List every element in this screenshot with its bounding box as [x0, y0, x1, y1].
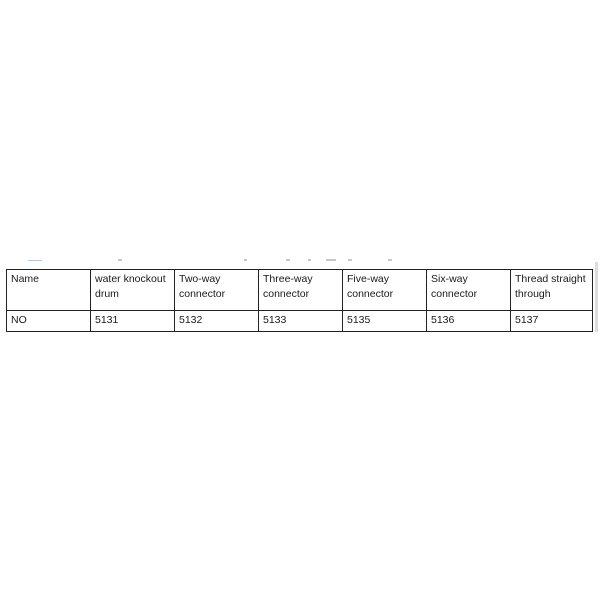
header-cell: Name — [7, 270, 91, 311]
table-cell: 5137 — [511, 311, 593, 332]
header-cell: Five-way connector — [343, 270, 427, 311]
table-row — [7, 311, 593, 332]
header-cell: Thread straight through — [511, 270, 593, 311]
cut-off-text-fragment — [326, 259, 336, 261]
cut-off-text-fragment — [308, 259, 311, 261]
header-cell: water knockout drum — [91, 270, 175, 311]
header-cell: Three-way connector — [259, 270, 343, 311]
cut-off-text-fragment — [28, 260, 42, 261]
header-cell: Two-way connector — [175, 270, 259, 311]
cut-off-text-fragment — [348, 259, 352, 261]
table-header-row — [7, 270, 593, 311]
table-cell: 5133 — [259, 311, 343, 332]
cut-off-text-fragment — [244, 259, 247, 261]
cut-off-text-fragment — [388, 259, 392, 261]
table-cell: 5132 — [175, 311, 259, 332]
cut-off-text-fragment — [286, 259, 290, 261]
page-edge-shadow — [595, 262, 598, 332]
table-cell: 5136 — [427, 311, 511, 332]
table-cell: 5131 — [91, 311, 175, 332]
product-table — [6, 269, 593, 332]
cut-off-text-line — [8, 257, 594, 264]
table-cell: NO — [7, 311, 91, 332]
table-cell: 5135 — [343, 311, 427, 332]
cut-off-text-fragment — [118, 259, 122, 261]
header-cell: Six-way connector — [427, 270, 511, 311]
product-table-container — [6, 269, 593, 332]
